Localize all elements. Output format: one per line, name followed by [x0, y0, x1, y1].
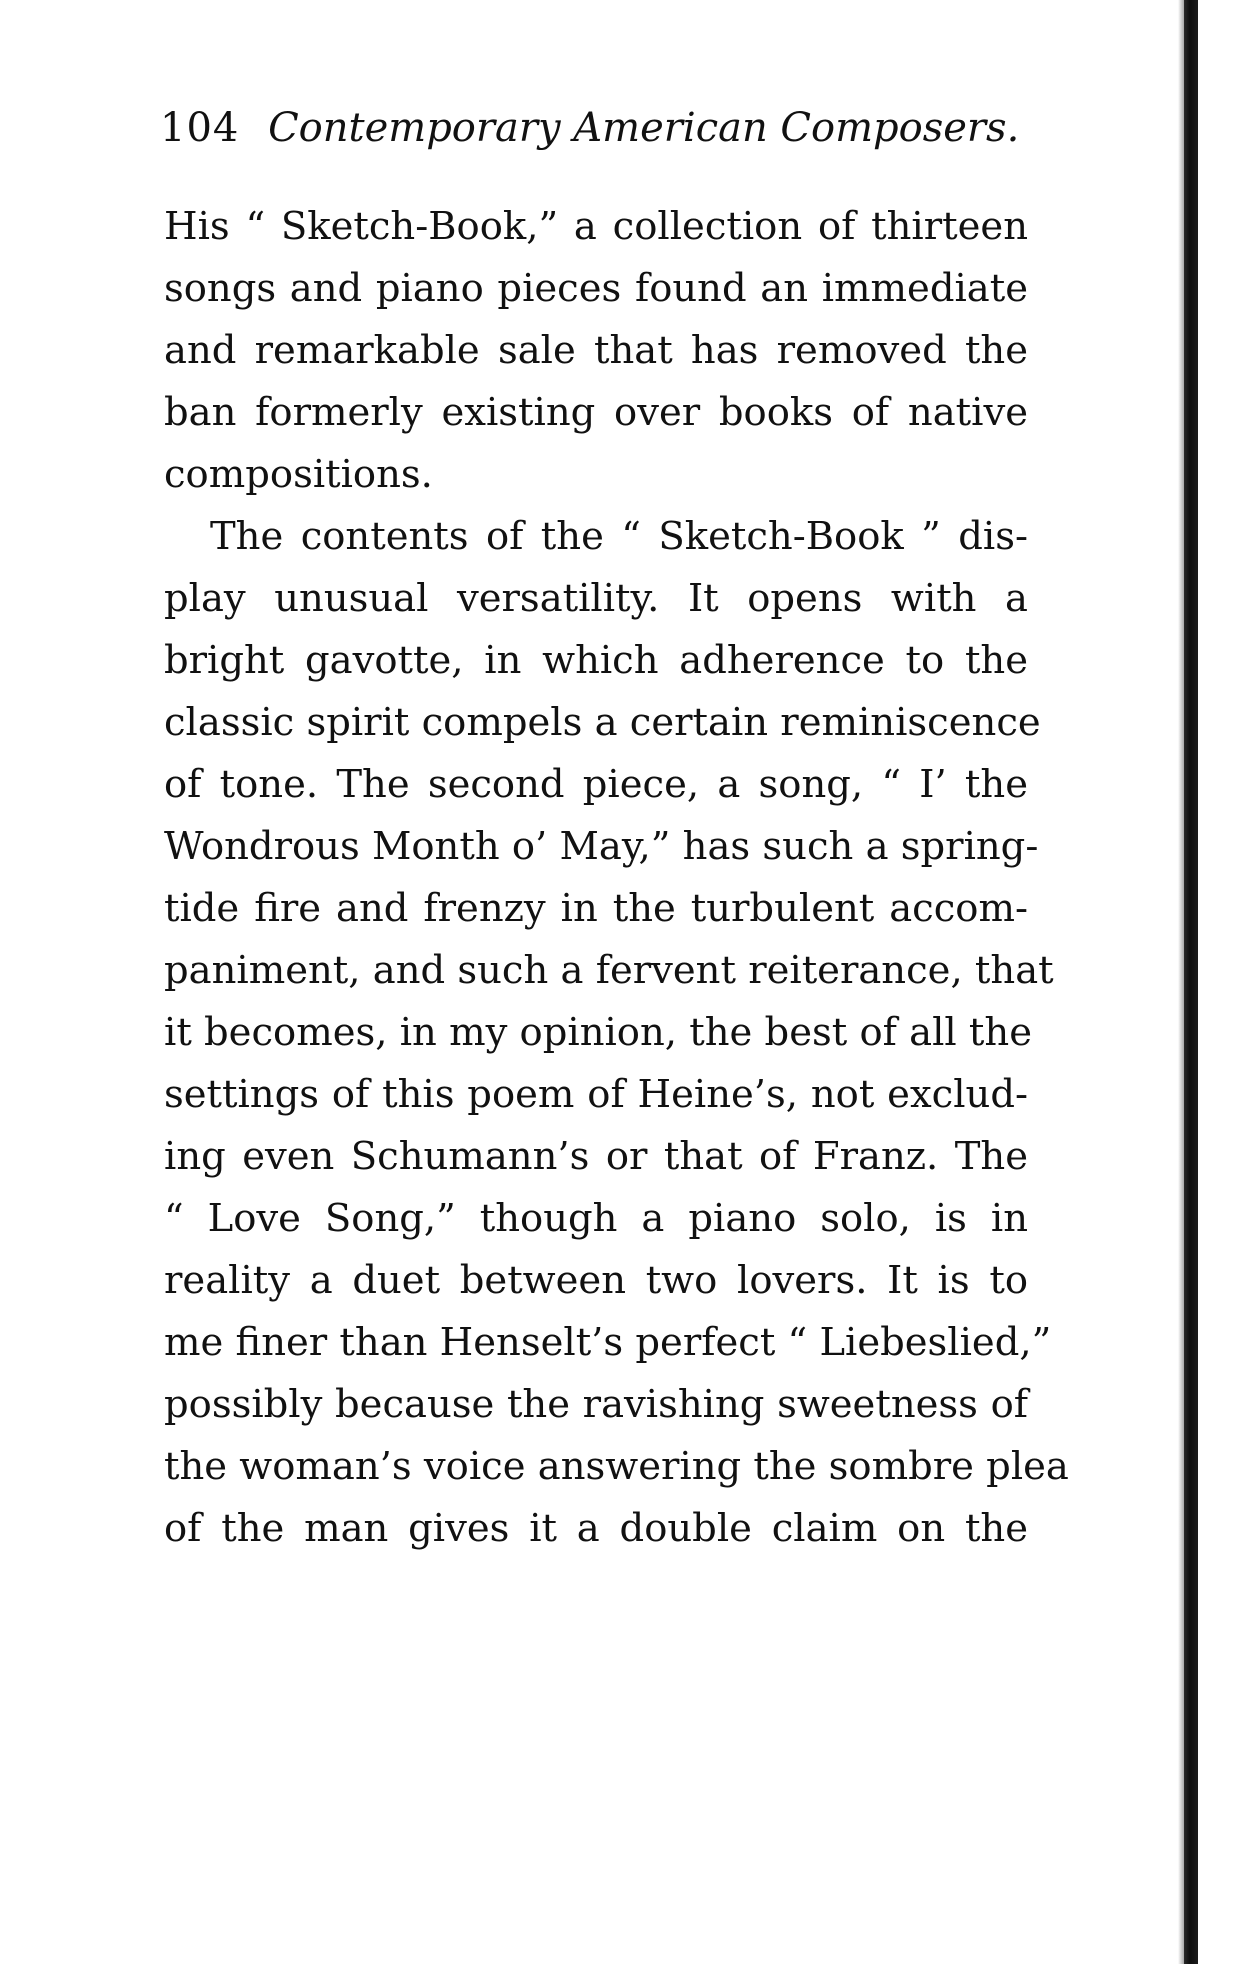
body-text [164, 196, 1069, 1560]
text-line: play unusual versatility. It opens with a [164, 576, 1028, 621]
running-title: Contemporary American Composers. [268, 105, 1020, 151]
text-line: The contents of the “ Sketch-Book ” dis- [210, 514, 1028, 559]
text-line: Wondrous Month o’ May,” has such a spring- [164, 824, 1039, 869]
text-line: paniment, and such a fervent reiterance, that [164, 948, 1054, 993]
text-line: of tone. The second piece, a song, “ I’ the [164, 762, 1028, 807]
text-line: songs and piano pieces found an immediate [164, 266, 1028, 311]
text-line: “ Love Song,” though a piano solo, is in [164, 1196, 1028, 1241]
text-line: ban formerly existing over books of native [164, 390, 1028, 435]
text-line: settings of this poem of Heine’s, not exclud- [164, 1072, 1028, 1117]
text-line: of the man gives it a double claim on the [164, 1506, 1028, 1551]
text-line: His “ Sketch-Book,” a collection of thirteen [164, 204, 1028, 249]
text-line: possibly because the ravishing sweetness of [164, 1382, 1028, 1427]
text-line: reality a duet between two lovers. It is to [164, 1258, 1028, 1303]
page-binding-edge [1184, 0, 1198, 1964]
text-line: and remarkable sale that has removed the [164, 328, 1028, 373]
page-number: 104 [160, 105, 240, 151]
text-line: me finer than Henselt’s perfect “ Liebeslied,” [164, 1320, 1052, 1365]
paragraph-1 [164, 196, 1028, 506]
text-line: tide fire and frenzy in the turbulent accom- [164, 886, 1028, 931]
running-head [160, 100, 1040, 156]
text-line: the woman’s voice answering the sombre plea [164, 1444, 1069, 1489]
text-line: ing even Schumann’s or that of Franz. The [164, 1134, 1028, 1179]
text-line: classic spirit compels a certain reminiscence [164, 700, 1041, 745]
text-line: bright gavotte, in which adherence to the [164, 638, 1028, 683]
text-line: compositions. [164, 452, 433, 497]
text-line: it becomes, in my opinion, the best of all the [164, 1010, 1032, 1055]
paragraph-2 [164, 506, 1069, 1560]
